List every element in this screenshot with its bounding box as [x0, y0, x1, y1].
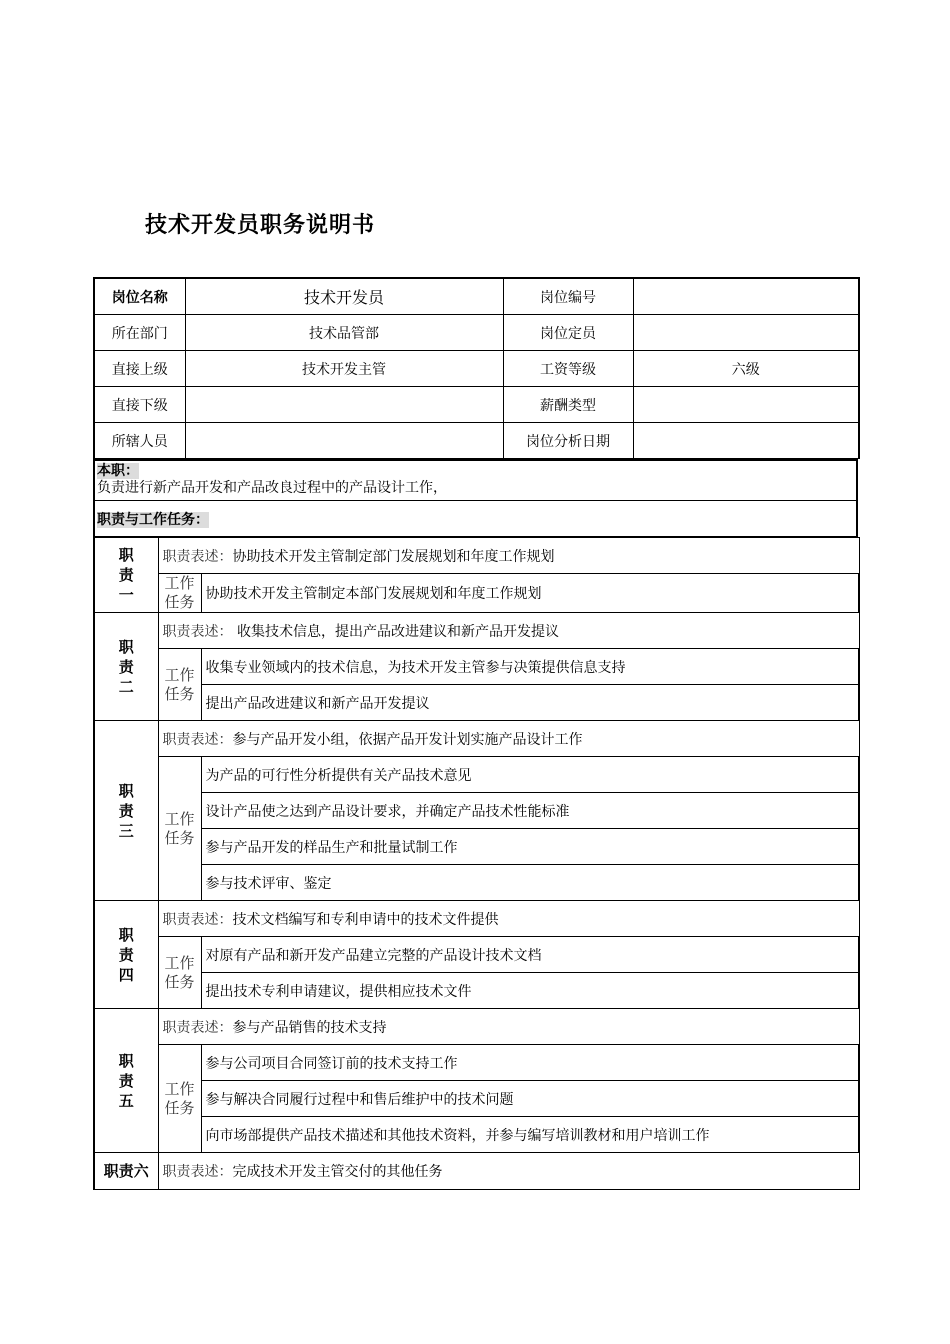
task-label — [158, 574, 201, 613]
task-label-line: 工作 — [164, 574, 195, 592]
duty-label-char: 责 — [118, 801, 134, 820]
task-item: 参与产品开发的样品生产和批量试制工作 — [201, 829, 859, 865]
pay-type-label: 薪酬类型 — [503, 387, 633, 423]
duty-four-description — [158, 901, 859, 937]
position-code-value — [633, 278, 859, 315]
job-description-sheet — [93, 277, 858, 1190]
task-label-line: 任务 — [164, 1098, 195, 1117]
duty-desc-label: 职责表述： — [162, 731, 233, 748]
task-item: 为产品的可行性分析提供有关产品技术意见 — [201, 757, 859, 793]
duty6-description — [158, 1153, 859, 1190]
duty-label-char: 三 — [118, 821, 134, 840]
duty-three-label — [94, 721, 158, 901]
salary-grade-label: 工资等级 — [503, 351, 633, 387]
duty-label-char: 责 — [118, 566, 134, 584]
task-label-line: 工作 — [164, 809, 195, 828]
duty-label-char: 责 — [118, 945, 134, 964]
duty-one-label — [94, 538, 158, 613]
duty-desc-text: 协助技术开发主管制定部门发展规划和年度工作规划 — [232, 548, 555, 565]
duty-two-label — [94, 613, 158, 721]
duty-three-description — [158, 721, 859, 757]
analysis-date-value — [633, 423, 859, 459]
task-label — [158, 1045, 201, 1153]
task-item: 协助技术开发主管制定本部门发展规划和年度工作规划 — [201, 574, 859, 613]
task-label-line: 工作 — [164, 953, 195, 972]
duty6-desc-text: 完成技术开发主管交付的其他任务 — [232, 1164, 443, 1180]
superior-value: 技术开发主管 — [185, 351, 503, 387]
duty-label-char: 责 — [118, 1071, 134, 1090]
role-table — [93, 459, 858, 537]
pay-type-value — [633, 387, 859, 423]
headcount-label: 岗位定员 — [503, 315, 633, 351]
duty-desc-label: 职责表述： — [162, 548, 233, 565]
duty-desc-text: 参与产品开发小组，依据产品开发计划实施产品设计工作 — [232, 731, 583, 748]
analysis-date-label: 岗位分析日期 — [503, 423, 633, 459]
task-label-line: 工作 — [164, 1079, 195, 1098]
task-item: 参与技术评审、鉴定 — [201, 865, 859, 901]
salary-grade-value: 六级 — [633, 351, 859, 387]
duty-label-char: 责 — [118, 657, 134, 676]
task-label-line: 任务 — [164, 828, 195, 847]
task-label — [158, 649, 201, 721]
task-label — [158, 937, 201, 1009]
duty-label-char: 五 — [118, 1091, 134, 1110]
task-label-line: 工作 — [164, 665, 195, 684]
duty-label-char: 职 — [118, 1051, 134, 1070]
role-label: 本职： — [97, 463, 139, 479]
duty-two-description — [158, 613, 859, 649]
staff-label: 所辖人员 — [94, 423, 185, 459]
page-title: 技术开发员职务说明书 — [145, 213, 376, 238]
position-code-label: 岗位编号 — [503, 278, 633, 315]
duty-label-char: 二 — [118, 677, 134, 696]
duty-five-description — [158, 1009, 859, 1045]
staff-value — [185, 423, 503, 459]
duty-label-char: 一 — [118, 586, 134, 604]
duty-five-label — [94, 1009, 158, 1153]
task-item: 对原有产品和新开发产品建立完整的产品设计技术文档 — [201, 937, 859, 973]
duty6-desc-label: 职责表述： — [162, 1164, 233, 1180]
department-value: 技术品管部 — [185, 315, 503, 351]
task-label — [158, 757, 201, 901]
duty-four-label — [94, 901, 158, 1009]
task-label-line: 任务 — [164, 972, 195, 991]
position-name-value: 技术开发员 — [185, 278, 503, 315]
position-name-label: 岗位名称 — [94, 278, 185, 315]
duty-desc-text: 参与产品销售的技术支持 — [232, 1019, 387, 1036]
subordinate-value — [185, 387, 503, 423]
department-label: 所在部门 — [94, 315, 185, 351]
duties-heading: 职责与工作任务： — [97, 511, 209, 528]
subordinate-label: 直接下级 — [94, 387, 185, 423]
duty-label-char: 职 — [118, 546, 134, 564]
duties-table — [93, 537, 860, 1190]
task-item: 设计产品使之达到产品设计要求，并确定产品技术性能标准 — [201, 793, 859, 829]
task-label-line: 任务 — [164, 684, 195, 703]
duty-desc-label: 职责表述： — [162, 1019, 233, 1036]
duty-label-char: 职 — [118, 781, 134, 800]
duty-desc-label: 职责表述： — [162, 911, 233, 928]
role-text: 负责进行新产品开发和产品改良过程中的产品设计工作， — [97, 480, 447, 496]
duty6-label: 职责六 — [94, 1153, 158, 1190]
task-item: 参与解决合同履行过程中和售后维护中的技术问题 — [201, 1081, 859, 1117]
task-item: 参与公司项目合同签订前的技术支持工作 — [201, 1045, 859, 1081]
duty-one-description — [158, 538, 859, 574]
task-label-line: 任务 — [164, 593, 195, 611]
duty-desc-text: 收集技术信息，提出产品改进建议和新产品开发提议 — [232, 623, 559, 640]
duty-desc-label: 职责表述： — [162, 623, 233, 640]
duty-label-char: 四 — [118, 965, 134, 984]
duty-desc-text: 技术文档编写和专利申请中的技术文件提供 — [232, 911, 499, 928]
headcount-value — [633, 315, 859, 351]
info-table — [93, 277, 860, 459]
task-item: 收集专业领域内的技术信息，为技术开发主管参与决策提供信息支持 — [201, 649, 859, 685]
duty-label-char: 职 — [118, 925, 134, 944]
superior-label: 直接上级 — [94, 351, 185, 387]
task-item: 向市场部提供产品技术描述和其他技术资料，并参与编写培训教材和用户培训工作 — [201, 1117, 859, 1153]
task-item: 提出产品改进建议和新产品开发提议 — [201, 685, 859, 721]
task-item: 提出技术专利申请建议，提供相应技术文件 — [201, 973, 859, 1009]
duty-label-char: 职 — [118, 637, 134, 656]
